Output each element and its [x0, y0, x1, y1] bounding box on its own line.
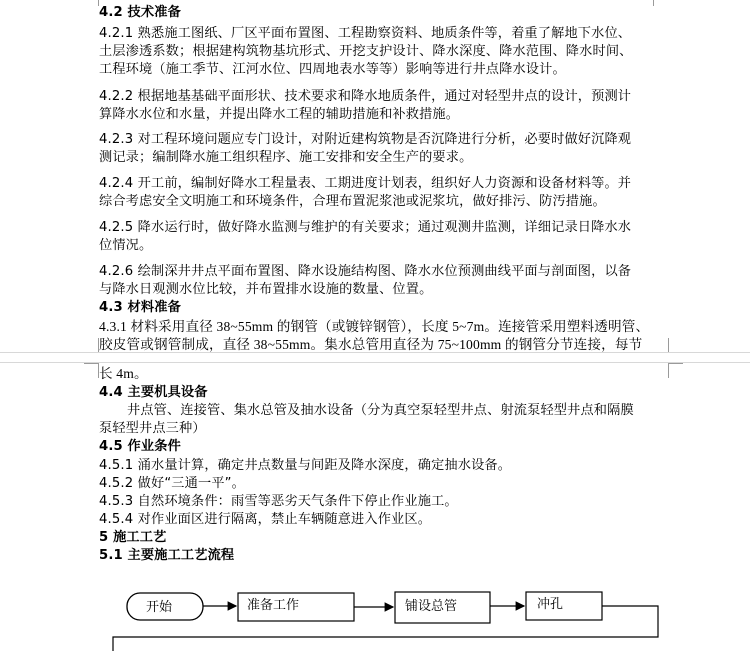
- paragraph-line: 4.5.1 涌水量计算，确定井点数量与间距及降水深度，确定抽水设备。: [99, 458, 512, 473]
- page-corner-mark: [84, 363, 99, 378]
- paragraph-line: 4.3.1 材料采用直径 38~55mm 的钢管（或镀锌钢管），长度 5~7m。连接管采用塑料透明管、: [99, 319, 650, 334]
- page-break-line: [0, 362, 750, 363]
- heading-material-prep: 4.3 材料准备: [99, 300, 181, 315]
- process-flowchart: [0, 575, 750, 651]
- paragraph-line: 4.2.1 熟悉施工图纸、厂区平面布置图、工程勘察资料、地质条件等，着重了解地下水位、: [99, 26, 632, 41]
- paragraph-line: 与降水日观测水位比较，并布置排水设施的数量、位置。: [99, 282, 433, 297]
- page-corner-mark: [653, 0, 668, 6]
- paragraph-line: 土层渗透系数；根据建构筑物基坑形式、开挖支护设计、降水深度、降水范围、降水时间、: [99, 44, 633, 59]
- heading-process-flow: 5.1 主要施工工艺流程: [99, 548, 235, 563]
- paragraph-line: 胶皮管或钢管制成，直径 38~55mm。集水总管用直径为 75~100mm 的钢管分节连接，每节: [99, 337, 643, 352]
- heading-construction-process: 5 施工工艺: [99, 530, 167, 545]
- flow-step-label: 铺设总管: [405, 599, 458, 614]
- paragraph-line: 长 4m。: [99, 366, 148, 381]
- paragraph-line: 4.2.3 对工程环境问题应专门设计，对附近建构筑物是否沉降进行分析，必要时做好沉降观: [99, 132, 632, 147]
- paragraph-line: 4.5.4 对作业面区进行隔离，禁止车辆随意进入作业区。: [99, 512, 432, 527]
- page-corner-mark: [84, 0, 99, 6]
- paragraph-line: 4.2.4 开工前，编制好降水工程量表、工期进度计划表，组织好人力资源和设备材料等。并: [99, 176, 632, 191]
- heading-technical-prep: 4.2 技术准备: [99, 5, 181, 20]
- paragraph-line: 算降水水位和水量，并提出降水工程的辅助措施和补救措施。: [99, 107, 460, 122]
- page-corner-mark: [668, 338, 683, 353]
- paragraph-line: 综合考虑安全文明施工和环境条件，合理布置泥浆池或泥浆坑，做好排污、防汚措施。: [99, 194, 606, 209]
- paragraph-line: 4.2.5 降水运行时，做好降水监测与维护的有关要求；通过观测井监测，详细记录日降水水: [99, 220, 632, 235]
- heading-work-conditions: 4.5 作业条件: [99, 439, 181, 454]
- paragraph-line: 4.2.6 绘制深井井点平面布置图、降水设施结构图、降水水位预测曲线平面与剖面图，以备: [99, 264, 632, 279]
- paragraph-line: 4.5.2 做好“三通一平”。: [99, 476, 245, 491]
- paragraph-line: 4.2.2 根据地基基础平面形状、技术要求和降水地质条件，通过对轻型井点的设计，预测计: [99, 89, 632, 104]
- paragraph-line: 4.5.3 自然环境条件：雨雪等恶劣天气条件下停止作业施工。: [99, 494, 458, 509]
- paragraph-line: 工程环境（施工季节、江河水位、四周地表水等等）影响等进行井点降水设计。: [99, 62, 566, 77]
- page-corner-mark: [84, 338, 99, 353]
- flow-step-label: 准备工作: [247, 598, 300, 613]
- flow-step-label: 冲孔: [537, 597, 564, 612]
- page-corner-mark: [668, 363, 683, 378]
- paragraph-line: 泵轻型井点三种）: [99, 421, 206, 436]
- heading-equipment: 4.4 主要机具设备: [99, 385, 208, 400]
- paragraph-line: 井点管、连接管、集水总管及抽水设备（分为真空泵轻型井点、射流泵轻型井点和隔膜: [127, 403, 634, 418]
- flow-start-label: 开始: [146, 600, 173, 615]
- paragraph-line: 位情况。: [99, 238, 153, 253]
- paragraph-line: 测记录；编制降水施工组织程序、施工安排和安全生产的要求。: [99, 150, 473, 165]
